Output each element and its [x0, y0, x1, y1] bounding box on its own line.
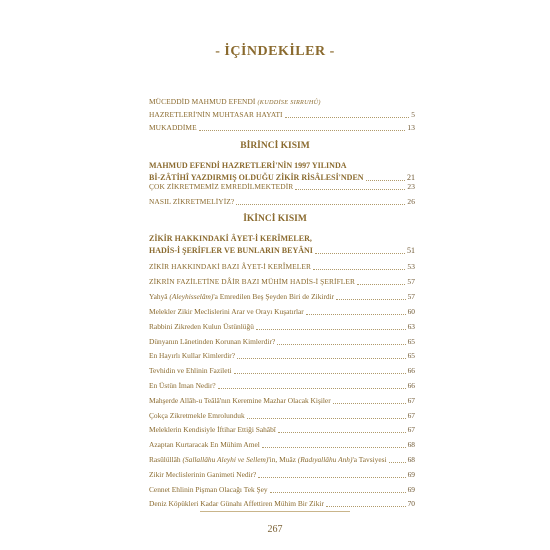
- entry-page: 26: [407, 197, 415, 206]
- toc-entry[interactable]: [149, 321, 415, 333]
- entry-text: 'a Emredilen Beş Şeyden Biri de Zikirdir: [213, 292, 335, 301]
- dot-leader: [236, 204, 405, 205]
- dot-leader: [270, 492, 406, 493]
- entry-text: Dünyanın Lânetinden Korunan Kimlerdir?: [149, 336, 276, 346]
- toc-entry[interactable]: [149, 350, 415, 362]
- toc-entry-nasil-zikretmeliyiz[interactable]: [149, 196, 415, 208]
- toc-entry[interactable]: [149, 365, 415, 377]
- dot-leader: [389, 462, 406, 463]
- entry-text: En Hayırlı Kullar Kimlerdir?: [149, 351, 235, 361]
- toc-entry[interactable]: [149, 424, 415, 436]
- toc-entry-mukaddime[interactable]: [149, 122, 415, 134]
- toc-entry-zikrin-fazileti[interactable]: [149, 276, 415, 288]
- toc-entry[interactable]: [149, 439, 415, 451]
- entry-page: 23: [407, 182, 415, 191]
- entry-text: Deniz Köpükleri Kadar Günahı Affettiren Mühim Bir Zikir: [149, 499, 324, 509]
- dot-leader: [237, 358, 406, 359]
- entry-text: HADİS-İ ŞERİFLER VE BUNLARIN BEYÂNI: [149, 246, 313, 255]
- section-heading-2: İKİNCİ KISIM: [243, 214, 307, 224]
- entry-text: Bİ-ZÂTİHÎ YAZDIRMIŞ OLDUĞU ZİKİR RİSÂLESİ'NDEN: [149, 173, 364, 182]
- toc-entry-ayet-hadis[interactable]: [149, 233, 415, 257]
- entry-text: Azaptan Kurtaracak En Mühim Amel: [149, 440, 260, 450]
- entry-page: 63: [407, 321, 415, 331]
- entry-text: ZİKRİN FAZİLETİNE DÂİR BAZI MÜHİM HADİS-İ ŞERİFLER: [149, 277, 356, 286]
- page-title: - İÇİNDEKİLER -: [215, 44, 335, 59]
- entry-page: 65: [407, 351, 415, 361]
- entry-page: 69: [407, 470, 415, 479]
- entry-page: 66: [407, 366, 415, 376]
- dot-leader: [306, 314, 406, 315]
- entry-page: 67: [407, 395, 415, 405]
- entry-text: HAZRETLERİ'NİN MUHTASAR HAYATI: [149, 110, 283, 119]
- dot-leader: [326, 506, 406, 507]
- entry-text: Mahşerde Allâh-u Teâlâ'nın Keremine Mazhar Olacak Kişiler: [149, 395, 331, 405]
- entry-page: 68: [407, 455, 415, 464]
- entry-text: Cennet Ehlinin Pişman Olacağı Tek Şey: [149, 484, 268, 494]
- entry-page: 57: [407, 292, 415, 301]
- toc-entry[interactable]: [149, 336, 415, 348]
- dot-leader: [278, 432, 406, 433]
- footer-rule: [200, 511, 350, 512]
- toc-entry[interactable]: [149, 484, 415, 496]
- entry-text: MUKADDİME: [149, 123, 197, 132]
- entry-page: 69: [407, 484, 415, 494]
- entry-honorific: (Radıyallâhu Anh): [297, 455, 353, 464]
- entry-page: 67: [407, 425, 415, 435]
- entry-text: ZİKİR HAKKINDAKİ ÂYET-İ KERÎMELER,: [149, 234, 312, 243]
- toc-entry[interactable]: [149, 380, 415, 392]
- entry-text: MÜCEDDİD MAHMUD EFENDİ: [149, 97, 258, 106]
- entry-honorific: (Sallallâhu Aleyhi ve Sellem): [182, 455, 269, 464]
- toc-entry[interactable]: [149, 469, 415, 481]
- entry-page: 66: [407, 381, 415, 390]
- entry-page: 13: [407, 123, 415, 132]
- page-number: 267: [267, 524, 283, 535]
- entry-text: Zikir Meclislerinin Ganimeti Nedir?: [149, 470, 257, 479]
- entry-text: 'in, Muâz: [268, 455, 298, 464]
- toc-entry-yahya[interactable]: [149, 291, 415, 303]
- dot-leader: [199, 130, 406, 131]
- toc-entry-rasulullah[interactable]: [149, 454, 415, 466]
- entry-page: 67: [407, 410, 415, 420]
- entry-page: 51: [407, 246, 415, 255]
- dot-leader: [313, 269, 405, 270]
- entry-page: 5: [411, 110, 415, 119]
- dot-leader: [315, 253, 405, 254]
- dot-leader: [333, 403, 406, 404]
- dot-leader: [336, 299, 405, 300]
- entry-text: Rabbini Zikreden Kulun Üstünlüğü: [149, 321, 254, 331]
- dot-leader: [258, 477, 405, 478]
- entry-text: NASIL ZİKRETMELİYİZ?: [149, 197, 235, 206]
- toc-entry-cok-zikretmemiz[interactable]: [149, 181, 415, 193]
- section-heading-1: BİRİNCİ KISIM: [240, 141, 310, 151]
- dot-leader: [295, 189, 405, 190]
- entry-page: 70: [407, 499, 415, 509]
- entry-honorific: (KUDDİSE SIRRUHÛ): [257, 99, 321, 106]
- toc-entry[interactable]: [149, 410, 415, 422]
- entry-text: MAHMUD EFENDİ HAZRETLERİ'NİN 1997 YILINDA: [149, 161, 347, 170]
- entry-text: Melekler Zikir Meclislerini Arar ve Orayı Kuşatırlar: [149, 307, 304, 316]
- entry-page: 57: [407, 277, 415, 286]
- dot-leader: [256, 329, 406, 330]
- dot-leader: [262, 447, 406, 448]
- entry-text: 'a Tavsiyesi: [352, 455, 387, 464]
- entry-page: 53: [407, 262, 415, 271]
- toc-entry-ayet-kerimeler[interactable]: [149, 261, 415, 273]
- toc-entry[interactable]: [149, 498, 415, 510]
- dot-leader: [234, 373, 406, 374]
- entry-page: 21: [407, 173, 415, 182]
- toc-entry[interactable]: [149, 395, 415, 407]
- entry-page: 60: [407, 307, 415, 316]
- dot-leader: [247, 418, 406, 419]
- entry-text: Meleklerin Kendisiyle İftihar Ettiği Sahâbî: [149, 425, 276, 435]
- dot-leader: [357, 284, 405, 285]
- dot-leader: [218, 388, 406, 389]
- entry-page: 68: [407, 440, 415, 450]
- entry-text: ZİKİR HAKKINDAKİ BAZI ÂYET-İ KERÎMELER: [149, 262, 311, 271]
- toc-entry-biography[interactable]: [149, 96, 415, 121]
- toc-entry[interactable]: [149, 306, 415, 318]
- entry-honorific: (Aleyhisselâm): [169, 292, 214, 301]
- dot-leader: [277, 344, 405, 345]
- dot-leader: [285, 117, 410, 118]
- entry-page: 65: [407, 336, 415, 346]
- entry-text: En Üstün İman Nedir?: [149, 381, 216, 390]
- entry-text: Tevhidin ve Ehlinin Fazileti: [149, 366, 232, 376]
- entry-text: ÇOK ZİKRETMEMİZ EMREDİLMEKTEDİR: [149, 182, 294, 191]
- entry-text: Yahyâ: [149, 292, 170, 301]
- entry-text: Rasûlüllâh: [149, 455, 183, 464]
- entry-text: Çokça Zikretmekle Emrolunduk: [149, 410, 245, 420]
